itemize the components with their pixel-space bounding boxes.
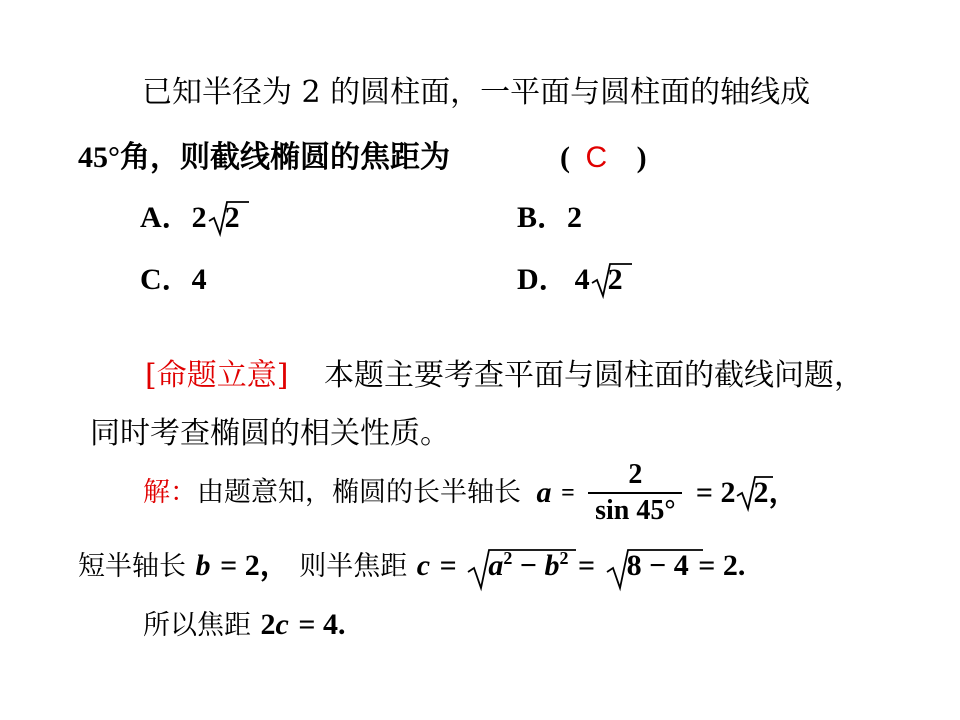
var-c: c [416, 549, 431, 582]
sqrt-sign-icon [737, 475, 773, 513]
option-a[interactable] [140, 200, 240, 236]
option-d-radicand: 2 [607, 263, 623, 296]
equals-2: = [439, 549, 457, 582]
sqrt-sign-icon [468, 548, 576, 590]
sqrt-sign-icon [607, 548, 703, 590]
solution-tag: 解： [143, 477, 197, 508]
exp-b: 2 [559, 548, 569, 568]
sqrt-sign-icon [209, 200, 249, 238]
fraction-numerator: 2 [628, 459, 643, 490]
solution-then: 则半焦距 [299, 551, 408, 582]
option-d-sqrt [592, 262, 623, 298]
equals-1: = [561, 480, 575, 506]
option-d-label: D． [517, 263, 569, 296]
var-b-2: b [544, 549, 560, 582]
fraction-denominator: sin 45° [595, 495, 676, 526]
solution-line-1 [143, 458, 798, 524]
option-a-label: A． [140, 201, 192, 234]
question-text-2: 45°角，则截线椭圆的焦距为 [78, 141, 450, 174]
bracket-close: ) [636, 141, 647, 174]
exp-a: 2 [503, 548, 513, 568]
sqrt-a2-b2 [468, 548, 568, 584]
bracket-open: ( [560, 141, 570, 174]
option-b-label: B． [517, 201, 568, 234]
intent-text-1: 本题主要考查平面与圆柱面的截线问题， [323, 358, 864, 393]
option-c-value: 4 [191, 263, 207, 296]
expr-coef: 2 [260, 608, 276, 641]
solution-text-1: 由题意知，椭圆的长半轴长 [197, 477, 521, 508]
solution-comma: ， [768, 476, 799, 509]
option-d-coef: 4 [574, 263, 590, 296]
solution-text-2: 短半轴长 [78, 551, 186, 582]
answer-choice: C [585, 141, 608, 174]
answer-bracket [560, 140, 647, 176]
result-1-radicand: 2 [753, 476, 769, 509]
radicand-8-4: 8 − 4 [626, 549, 689, 582]
intent-text-2: 同时考查椭圆的相关性质。 [90, 416, 450, 451]
intent-tag: [命题立意] [145, 358, 289, 393]
intent-line-1 [145, 358, 864, 394]
var-a: a [536, 476, 552, 509]
minus-sign: − [519, 549, 537, 582]
var-b: b [195, 549, 211, 582]
option-c[interactable] [140, 262, 207, 298]
option-a-coef: 2 [191, 201, 207, 234]
equals-3: = [577, 549, 596, 582]
intent-line-2 [90, 416, 450, 452]
result-1-sqrt [737, 475, 768, 511]
expr-var-c: c [275, 608, 289, 641]
option-a-radicand: 2 [224, 201, 240, 234]
solution-text-3: 所以焦距 [143, 610, 251, 641]
sqrt-8-4 [607, 548, 689, 584]
question-line-2 [78, 140, 450, 176]
option-d[interactable] [517, 262, 623, 298]
question-text-1: 已知半径为 2 的圆柱面，一平面与圆柱面的轴线成 [142, 75, 811, 110]
option-c-label: C． [140, 263, 192, 296]
b-value: = 2， [220, 549, 290, 582]
solution-line-2 [78, 548, 745, 585]
sqrt-sign-icon [592, 262, 632, 300]
fraction [588, 458, 682, 528]
option-b[interactable] [517, 200, 582, 236]
result-1: = 2 [695, 476, 736, 509]
var-a-2: a [488, 549, 504, 582]
option-a-sqrt [209, 200, 240, 236]
solution-line-3 [143, 607, 346, 644]
question-line-1 [142, 75, 810, 111]
option-b-value: 2 [567, 201, 583, 234]
result-2: = 2. [698, 549, 746, 582]
final-result: = 4. [298, 608, 346, 641]
